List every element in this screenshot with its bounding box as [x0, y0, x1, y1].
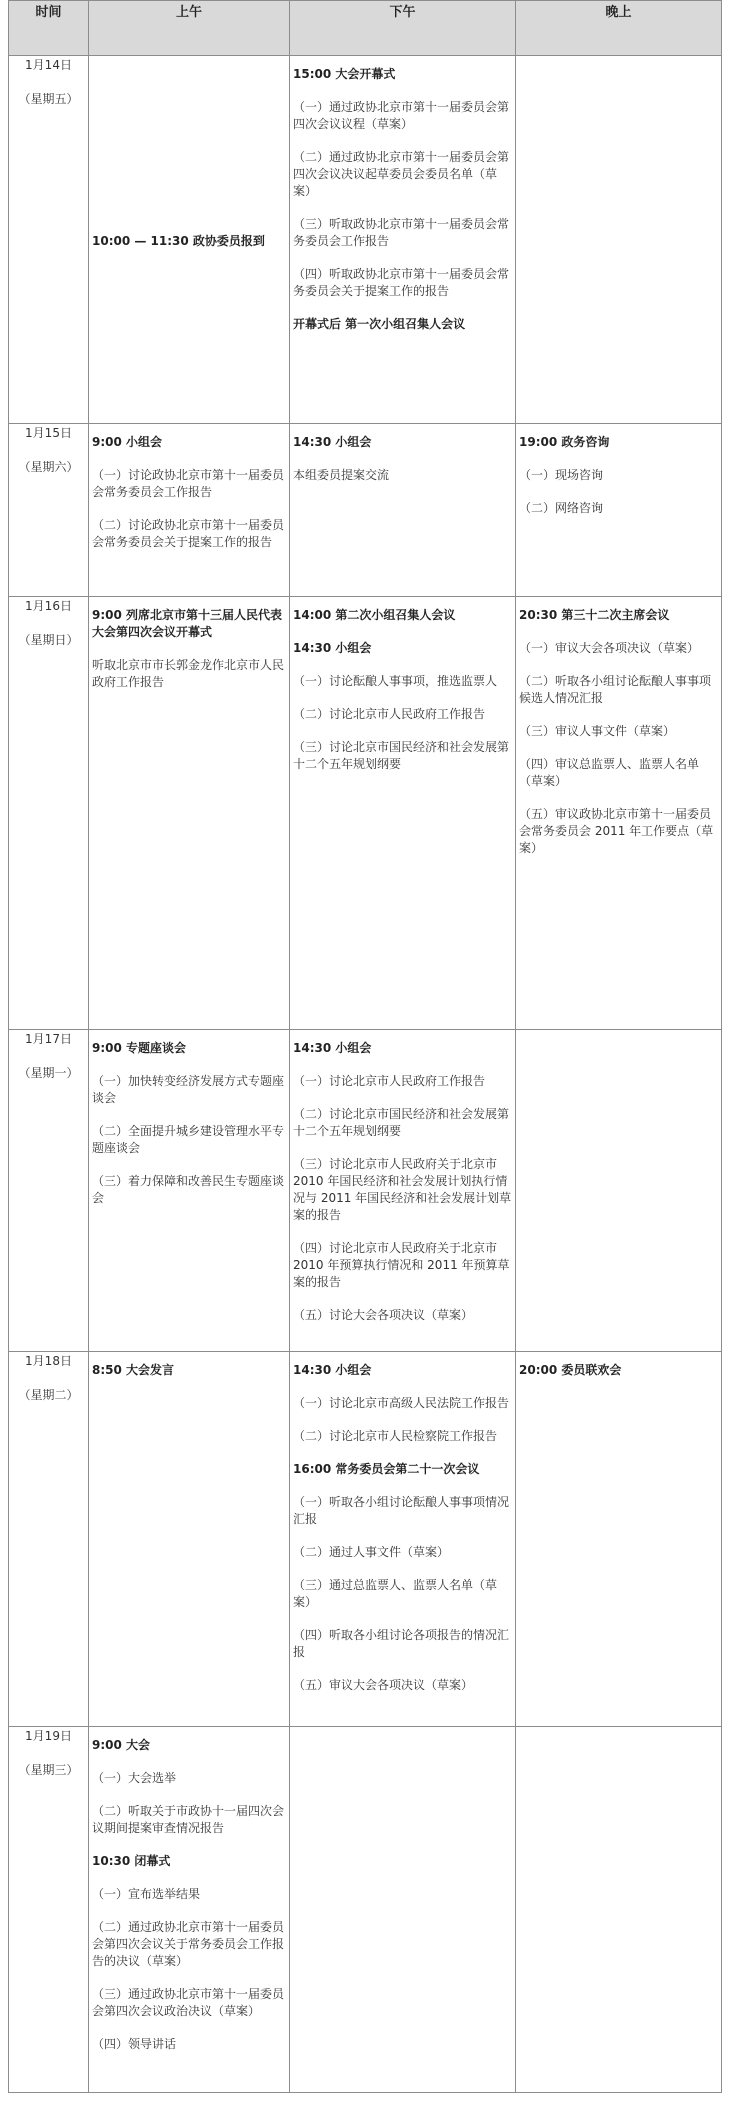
evening-agenda: [516, 424, 721, 523]
morning-cell: [89, 597, 290, 1030]
session-title: 9:00 小组会: [92, 435, 163, 449]
agenda-item: （一）加快转变经济发展方式专题座谈会: [92, 1074, 285, 1105]
afternoon-agenda: [290, 56, 515, 339]
date-cell: [9, 1727, 89, 2093]
agenda-item: （四）听取政协北京市第十一届委员会常务委员会关于提案工作的报告: [293, 267, 510, 298]
schedule-body: [9, 56, 722, 2093]
schedule-row: [9, 1030, 722, 1352]
afternoon-cell: [290, 56, 516, 424]
afternoon-cell: [290, 1727, 516, 2093]
afternoon-agenda: [290, 597, 515, 779]
agenda-item: （五）审议政协北京市第十一届委员会常务委员会 2011 年工作要点（草案）: [519, 807, 714, 855]
afternoon-agenda: [290, 1352, 515, 1700]
session-title: 9:00 专题座谈会: [92, 1041, 187, 1055]
agenda-item: （二）讨论北京市国民经济和社会发展第十二个五年规划纲要: [293, 1107, 510, 1138]
morning-agenda: [89, 1030, 289, 1213]
session-title: 14:30 小组会: [293, 1363, 372, 1377]
agenda-item: （三）讨论北京市国民经济和社会发展第十二个五年规划纲要: [293, 740, 510, 771]
agenda-item: （三）通过政协北京市第十一届委员会第四次会议政治决议（草案）: [92, 1987, 285, 2018]
agenda-item: （二）全面提升城乡建设管理水平专题座谈会: [92, 1124, 285, 1155]
session-title: 20:00 委员联欢会: [519, 1363, 622, 1377]
session-title: 19:00 政务咨询: [519, 435, 610, 449]
morning-cell: [89, 56, 290, 424]
agenda-item: 本组委员提案交流: [293, 468, 390, 482]
agenda-item: （一）讨论北京市人民政府工作报告: [293, 1074, 486, 1088]
date-cell: [9, 1030, 89, 1352]
session-title: 20:30 第三十二次主席会议: [519, 608, 670, 622]
agenda-item: （四）审议总监票人、监票人名单（草案）: [519, 757, 700, 788]
agenda-item: （一）讨论酝酿人事事项，推选监票人: [293, 674, 498, 688]
afternoon-cell: [290, 424, 516, 597]
date-cell: [9, 424, 89, 597]
agenda-item: （二）通过人事文件（草案）: [293, 1545, 450, 1559]
agenda-item: （三）听取政协北京市第十一届委员会常务委员会工作报告: [293, 217, 510, 248]
session-title: 14:30 小组会: [293, 435, 372, 449]
agenda-item: （四）讨论北京市人民政府关于北京市 2010 年预算执行情况和 2011 年预算草案的报告: [293, 1241, 510, 1289]
header-time: 时间: [9, 1, 89, 56]
weekday-label: （星期一）: [18, 1066, 79, 1080]
agenda-item: （二）通过政协北京市第十一届委员会第四次会议关于常务委员会工作报告的决议（草案）: [92, 1920, 285, 1968]
date-label: 1月17日: [25, 1032, 72, 1046]
session-title: 15:00 大会开幕式: [293, 67, 396, 81]
morning-cell: [89, 1727, 290, 2093]
agenda-item: （五）讨论大会各项决议（草案）: [293, 1308, 474, 1322]
date-cell: [9, 597, 89, 1030]
morning-agenda: [89, 597, 289, 697]
agenda-item: （二）通过政协北京市第十一届委员会第四次会议决议起草委员会委员名单（草案）: [293, 150, 510, 198]
agenda-item: （二）听取关于市政协十一届四次会议期间提案审查情况报告: [92, 1804, 285, 1835]
agenda-item: 听取北京市市长郭金龙作北京市人民政府工作报告: [92, 658, 285, 689]
morning-cell: [89, 1352, 290, 1727]
date-label: 1月18日: [25, 1354, 72, 1368]
afternoon-agenda: [290, 1030, 515, 1330]
agenda-item: （四）听取各小组讨论各项报告的情况汇报: [293, 1628, 510, 1659]
agenda-item: （三）讨论北京市人民政府关于北京市 2010 年国民经济和社会发展计划执行情况与 2011 年国民经济和社会发展计划草案的报告: [293, 1157, 512, 1222]
morning-cell: [89, 1030, 290, 1352]
agenda-item: （二）听取各小组讨论酝酿人事事项候选人情况汇报: [519, 674, 712, 705]
agenda-item: （二）讨论北京市人民检察院工作报告: [293, 1429, 498, 1443]
header-row: [9, 1, 722, 56]
date-label: 1月15日: [25, 426, 72, 440]
morning-agenda: [89, 223, 289, 256]
evening-cell: [516, 1030, 722, 1352]
session-title: 14:30 小组会: [293, 1041, 372, 1055]
session-title: 9:00 列席北京市第十三届人民代表大会第四次会议开幕式: [92, 608, 283, 639]
schedule-row: [9, 424, 722, 597]
session-title: 开幕式后 第一次小组召集人会议: [293, 317, 466, 331]
session-title: 16:00 常务委员会第二十一次会议: [293, 1462, 480, 1476]
agenda-item: （一）讨论北京市高级人民法院工作报告: [293, 1396, 510, 1410]
afternoon-cell: [290, 1352, 516, 1727]
weekday-label: （星期三）: [18, 1763, 79, 1777]
agenda-item: （二）讨论政协北京市第十一届委员会常务委员会关于提案工作的报告: [92, 518, 285, 549]
afternoon-cell: [290, 1030, 516, 1352]
morning-agenda: [89, 1352, 289, 1385]
agenda-item: （二）讨论北京市人民政府工作报告: [293, 707, 486, 721]
agenda-item: （一）现场咨询: [519, 468, 604, 482]
agenda-item: （三）着力保障和改善民生专题座谈会: [92, 1174, 285, 1205]
evening-cell: [516, 424, 722, 597]
agenda-item: （一）通过政协北京市第十一届委员会第四次会议议程（草案）: [293, 100, 510, 131]
agenda-item: （一）审议大会各项决议（草案）: [519, 641, 700, 655]
evening-agenda: [516, 1352, 721, 1385]
date-label: 1月14日: [25, 58, 72, 72]
date-label: 1月16日: [25, 599, 72, 613]
session-title: 8:50 大会发言: [92, 1363, 175, 1377]
schedule-table: [8, 0, 722, 2093]
evening-cell: [516, 56, 722, 424]
agenda-item: （二）网络咨询: [519, 501, 604, 515]
agenda-item: （一）听取各小组讨论酝酿人事事项情况汇报: [293, 1495, 510, 1526]
evening-agenda: [516, 597, 721, 863]
afternoon-cell: [290, 597, 516, 1030]
schedule-row: [9, 1727, 722, 2093]
evening-cell: [516, 1727, 722, 2093]
morning-agenda: [89, 424, 289, 557]
header-afternoon: 下午: [290, 1, 516, 56]
header-evening: 晚上: [516, 1, 722, 56]
agenda-item: （四）领导讲话: [92, 2037, 177, 2051]
agenda-item: （一）宣布选举结果: [92, 1887, 201, 1901]
schedule-row: [9, 597, 722, 1030]
weekday-label: （星期六）: [18, 460, 79, 474]
session-title: 10:00 — 11:30 政协委员报到: [92, 234, 265, 248]
weekday-label: （星期二）: [18, 1388, 79, 1402]
session-title: 9:00 大会: [92, 1738, 151, 1752]
schedule-row: [9, 1352, 722, 1727]
date-cell: [9, 1352, 89, 1727]
evening-cell: [516, 597, 722, 1030]
agenda-item: （三）审议人事文件（草案）: [519, 724, 676, 738]
agenda-item: （三）通过总监票人、监票人名单（草案）: [293, 1578, 498, 1609]
session-title: 10:30 闭幕式: [92, 1854, 171, 1868]
agenda-item: （五）审议大会各项决议（草案）: [293, 1678, 474, 1692]
weekday-label: （星期五）: [18, 92, 79, 106]
schedule-row: [9, 56, 722, 424]
session-title: 14:30 小组会: [293, 641, 372, 655]
agenda-item: （一）讨论政协北京市第十一届委员会常务委员会工作报告: [92, 468, 285, 499]
weekday-label: （星期日）: [18, 633, 79, 647]
session-title: 14:00 第二次小组召集人会议: [293, 608, 456, 622]
agenda-item: （一）大会选举: [92, 1771, 177, 1785]
date-label: 1月19日: [25, 1729, 72, 1743]
date-cell: [9, 56, 89, 424]
morning-cell: [89, 424, 290, 597]
header-morning: 上午: [89, 1, 290, 56]
morning-agenda: [89, 1727, 289, 2059]
evening-cell: [516, 1352, 722, 1727]
afternoon-agenda: [290, 424, 515, 490]
